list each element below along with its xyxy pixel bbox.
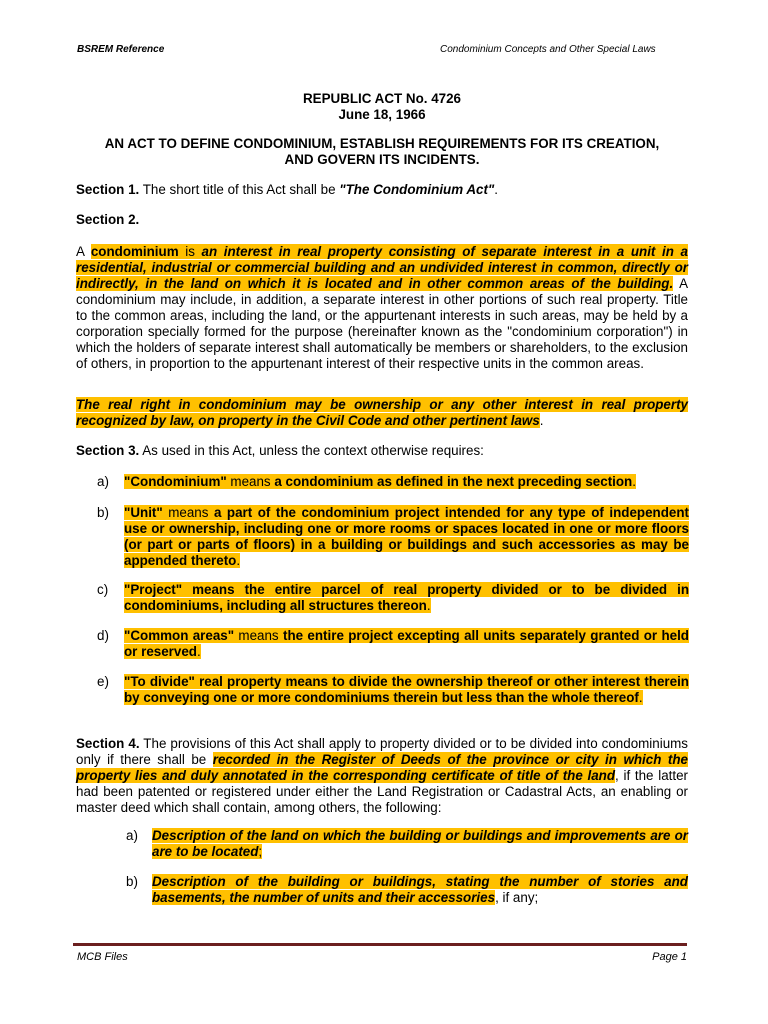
section-2-paragraph-1 (76, 244, 688, 372)
section-1-label: Section 1. (76, 182, 140, 197)
page-number: Page 1 (652, 951, 687, 963)
item-means: means (234, 628, 283, 643)
item-definition: a part of the condominium project intended for any type of independent use or ownership, including one or more rooms or spaces located in one or more floors (or part or parts of floors) in a building or buildings and such accessories as may be appended thereto (124, 505, 689, 568)
item-term: "Unit" (124, 505, 163, 520)
item-label: d) (97, 628, 109, 643)
section-2-is: is (178, 244, 202, 259)
act-number: REPUBLIC ACT No. 4726 (303, 91, 461, 106)
item-definition: Description of the land on which the building or buildings and improvements are or are to be located (152, 828, 688, 859)
definition-item (97, 628, 689, 660)
section-1-end: . (494, 182, 499, 197)
section-3-label: Section 3. (76, 443, 140, 458)
act-purpose (76, 136, 688, 168)
item-term: "To divide" (124, 674, 195, 689)
item-term: "Project" (124, 582, 183, 597)
item-label: c) (97, 582, 109, 597)
item-end: . (638, 690, 643, 705)
condominium-term: condominium (90, 244, 179, 259)
item-term: "Common areas" (124, 628, 235, 643)
section-2-label: Section 2. (76, 212, 140, 227)
item-end: . (196, 644, 201, 659)
section-2-paragraph-2 (76, 397, 688, 429)
section-2-p1-rest: A condominium may include, in addition, a separate interest in other portions of such real property. Title to the common areas, including the land, or the appurtenant interests in such areas, may be held by a corporation specially formed for the purpose (hereinafter known as the "condominium corporation") in which the holders of separate interest shall automatically be members or shareholders, to the exclusion of others, in proportion to the appurtenant interest of their respective units in the common areas. (76, 276, 688, 371)
section-4-highlight: recorded in the Register of Deeds of the province or city in which the property lies and duly annotated in the corresponding certificate of title of the land (76, 752, 688, 783)
item-label: a) (97, 474, 109, 489)
item-label: e) (97, 674, 109, 689)
footer-rule (73, 943, 687, 946)
definition-item (97, 505, 689, 569)
requirement-item (126, 828, 688, 860)
item-definition: the entire project excepting all units separately granted or held or reserved (124, 628, 689, 659)
item-definition: to divide the ownership thereof or other interest therein by conveying one or more condominiums therein but less than the whole thereof (124, 674, 689, 705)
act-date: June 18, 1966 (338, 107, 426, 122)
item-end: . (236, 553, 241, 568)
section-4-text-b: , if the latter had been patented or registered under either the Land Registration or Cadastral Acts, an enabling or master deed which shall contain, among others, the following: (76, 768, 688, 815)
condominium-definition: an interest in real property consisting of separate interest in a unit in a residential, industrial or commercial building and an undivided interest in common, directly or indirectly, in the land on which it is located and in other common areas of the building. (76, 244, 688, 291)
section-3 (76, 443, 688, 459)
act-purpose-line2: AND GOVERN ITS INCIDENTS. (284, 152, 480, 167)
section-4-text-a: The provisions of this Act shall apply to property divided or to be divided into condominiums only if there shall be (76, 736, 688, 767)
section-2-a: A (76, 244, 91, 259)
header-left: BSREM Reference (77, 44, 165, 55)
requirement-item (126, 874, 688, 906)
item-label: a) (126, 828, 138, 843)
header-right: Condominium Concepts and Other Special Laws (440, 44, 656, 55)
section-4 (76, 736, 688, 816)
item-definition: Description of the building or buildings, stating the number of stories and basements, the number of units and their accessories (152, 874, 688, 905)
item-end: . (426, 598, 431, 613)
footer-left: MCB Files (77, 951, 128, 963)
real-right-text: The real right in condominium may be ownership or any other interest in real property recognized by law, on property in the Civil Code and other pertinent laws (76, 397, 688, 428)
act-title (76, 91, 688, 123)
section-1 (76, 182, 688, 198)
item-label: b) (126, 874, 138, 889)
item-term: "Condominium" (124, 474, 227, 489)
item-end: ; (258, 844, 263, 859)
item-definition: a condominium as defined in the next preceding section (274, 474, 633, 489)
short-title: "The Condominium Act" (339, 182, 495, 197)
definition-item (97, 474, 689, 490)
item-means: means (226, 474, 275, 489)
item-definition: the entire parcel of real property divided or to be divided in condominiums, including all structures thereon (124, 582, 690, 613)
item-end: . (632, 474, 636, 489)
act-purpose-line1: AN ACT TO DEFINE CONDOMINIUM, ESTABLISH REQUIREMENTS FOR ITS CREATION, (104, 136, 660, 151)
section-4-label: Section 4. (76, 736, 140, 751)
definition-item (97, 674, 689, 706)
definition-item (97, 582, 689, 614)
section-2-p2-end: . (539, 413, 544, 428)
section-2-heading (76, 212, 688, 228)
item-means: means (162, 505, 214, 520)
item-end: , if any; (495, 890, 539, 905)
section-1-text: The short title of this Act shall be (139, 182, 340, 197)
section-3-intro: As used in this Act, unless the context otherwise requires: (139, 443, 484, 458)
item-means: means (182, 582, 245, 597)
item-means: real property means (194, 674, 333, 689)
item-label: b) (97, 505, 109, 520)
